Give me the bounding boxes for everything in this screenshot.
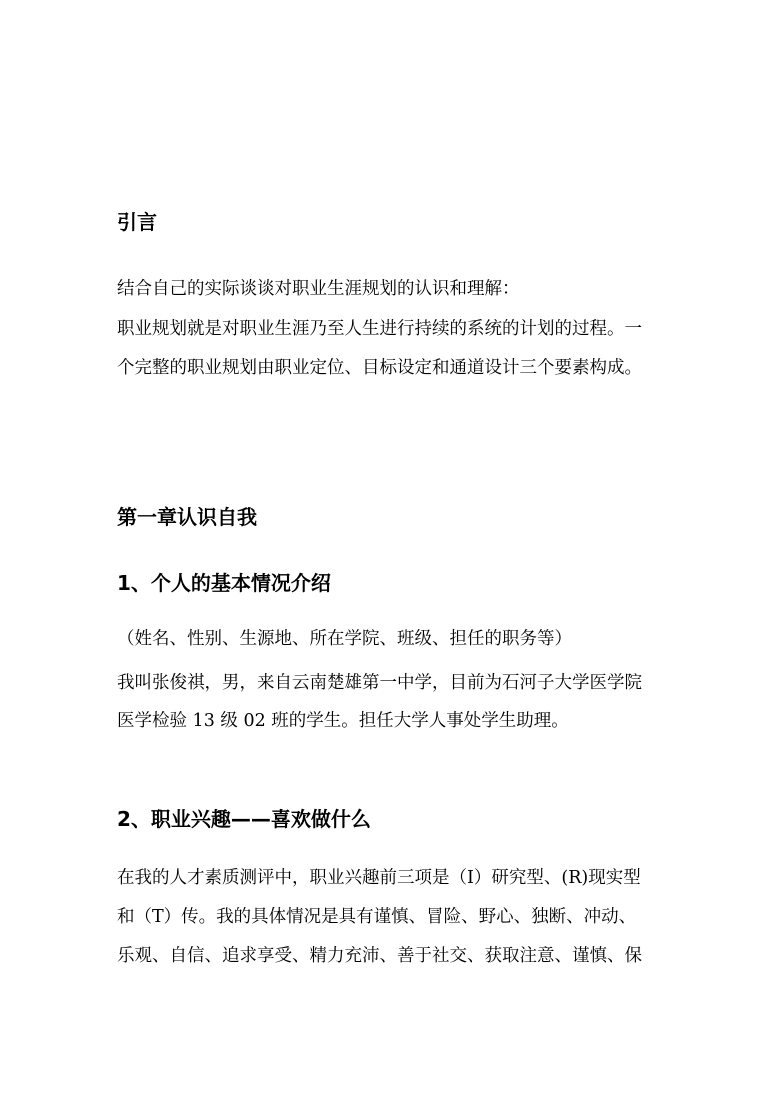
intro-line-2: 职业规划就是对职业生涯乃至人生进行持续的系统的计划的过程。一 [117,319,642,339]
section-1-heading: 1、个人的基本情况介绍 [117,571,331,595]
section-1-line-1: （姓名、性别、生源地、所在学院、班级、担任的职务等） [117,629,572,649]
intro-line-3: 个完整的职业规划由职业定位、目标设定和通道设计三个要素构成。 [117,358,642,378]
section-2-line-3: 乐观、自信、追求享受、精力充沛、善于社交、获取注意、谨慎、保 [117,946,642,966]
section-2-line-1: 在我的人才素质测评中，职业兴趣前三项是（I）研究型、(R)现实型 [117,868,641,888]
intro-line-1: 结合自己的实际谈谈对职业生涯规划的认识和理解： [117,279,520,299]
intro-heading: 引言 [117,210,157,234]
section-1-line-3: 医学检验 13 级 02 班的学生。担任大学人事处学生助理。 [117,711,569,731]
section-2-heading: 2、职业兴趣——喜欢做什么 [117,807,371,831]
section-1-line-2: 我叫张俊祺，男，来自云南楚雄第一中学，目前为石河子大学医学院 [117,673,642,693]
chapter-1-heading: 第一章认识自我 [117,505,257,529]
section-2-line-2: 和（T）传。我的具体情况是具有谨慎、冒险、野心、独断、冲动、 [117,907,637,927]
